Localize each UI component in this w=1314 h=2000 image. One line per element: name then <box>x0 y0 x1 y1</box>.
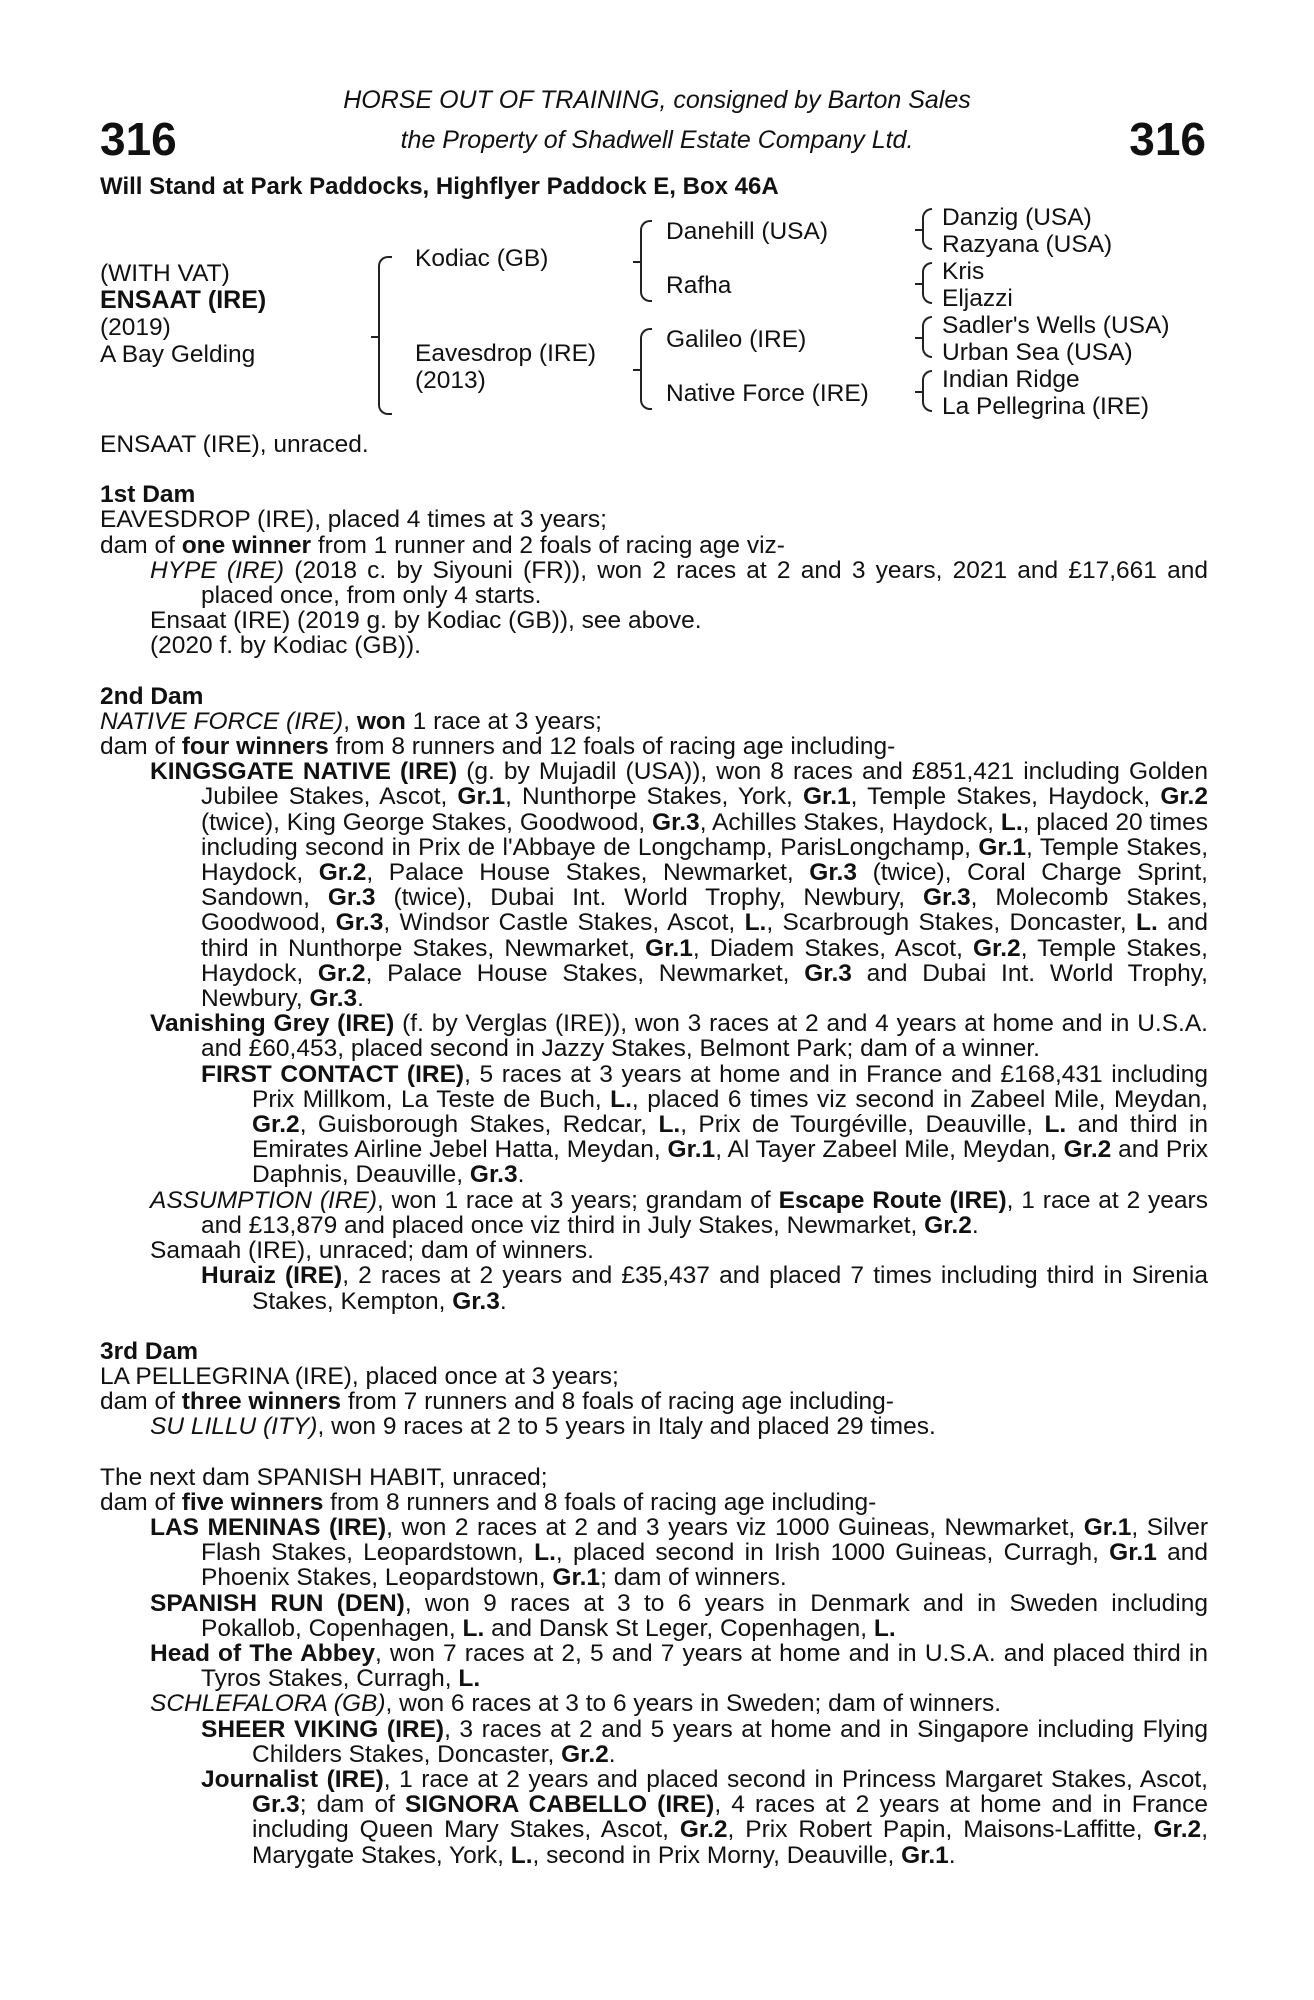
brace-g4 <box>922 370 932 412</box>
produce-2020-filly: (2020 f. by Kodiac (GB)). <box>150 632 421 660</box>
produce-first-contact: FIRST CONTACT (IRE), 5 races at 3 years at home and in France and £168,431 including Prix Millkom, La Teste de Buch, L., placed 6 times viz second in Zabeel Mile, Meydan, Gr.2, Guisborough Stakes, Redcar, L., Prix de Tourgéville, Deauville, L. and third in Emirates Airline Jebel Hatta, Meydan, Gr.1, Al Tayer Zabeel Mile, Meydan, Gr.2 and Prix Daphnis, Deauville, Gr.3. <box>201 1060 1209 1189</box>
horse-summary: ENSAAT (IRE), unraced. <box>100 431 369 458</box>
sire-sire: Danehill (USA) <box>666 218 829 245</box>
produce-samaah: Samaah (IRE), unraced; dam of winners. <box>150 1237 594 1265</box>
lot-number-right: 316 <box>1129 113 1206 165</box>
brace-dam <box>640 328 652 410</box>
pedigree-g7: Indian Ridge <box>942 366 1080 393</box>
pedigree-g6: Urban Sea (USA) <box>942 339 1133 366</box>
horse-name: ENSAAT (IRE) <box>100 286 267 314</box>
produce-huraiz: Huraiz (IRE), 2 races at 2 years and £35,437 and placed 7 times including third in Sirenia Stakes, Kempton, Gr.3. <box>201 1262 1208 1315</box>
dam: Eavesdrop (IRE) <box>415 340 597 367</box>
pedigree-g2: Razyana (USA) <box>942 231 1113 258</box>
produce-assumption: ASSUMPTION (IRE), won 1 race at 3 years; grandam of Escape Route (IRE), 1 race at 2 years and £13,879 and placed once viz third in July Stakes, Newmarket, Gr.2. <box>150 1186 1208 1239</box>
pedigree-g8: La Pellegrina (IRE) <box>942 393 1149 420</box>
sire: Kodiac (GB) <box>415 245 549 272</box>
produce-vanishing-grey: Vanishing Grey (IRE) (f. by Verglas (IRE)), won 3 races at 2 and 4 years at home and in U.S.A. and £60,453, placed second in Jazzy Stakes, Belmont Park; dam of a winner. <box>150 1010 1208 1063</box>
first-dam-produce: dam of one winner from 1 runner and 2 foals of racing age viz- <box>100 531 785 559</box>
dam-dam: Native Force (IRE) <box>666 380 869 407</box>
produce-spanish-run: SPANISH RUN (DEN), won 9 races at 3 to 6 years in Denmark and in Sweden including Pokallob, Copenhagen, L. and Dansk St Leger, Copenhagen, L. <box>150 1589 1208 1642</box>
produce-kingsgate-native: KINGSGATE NATIVE (IRE) (g. by Mujadil (USA)), won 8 races and £851,421 including Golden Jubilee Stakes, Ascot, Gr.1, Nunthorpe Stakes, York, Gr.1, Temple Stakes, Haydock, Gr.2 (twice), King George Stakes, Goodwood, Gr.3, Achilles Stakes, Haydock, L., placed 20 times including second in Prix de l'Abbaye de Longchamp, ParisLongchamp, Gr.1, Temple Stakes, Haydock, Gr.2, Palace House Stakes, Newmarket, Gr.3 (twice), Coral Charge Sprint, Sandown, Gr.3 (twice), Dubai Int. World Trophy, Newbury, Gr.3, Molecomb Stakes, Goodwood, Gr.3, Windsor Castle Stakes, Ascot, L., Scarbrough Stakes, Doncaster, L. and third in Nunthorpe Stakes, Newmarket, Gr.1, Diadem Stakes, Ascot, Gr.2, Temple Stakes, Haydock, Gr.2, Palace House Stakes, Newmarket, Gr.3 and Dubai Int. World Trophy, Newbury, Gr.3. <box>150 758 1209 1013</box>
produce-ensaat: Ensaat (IRE) (2019 g. by Kodiac (GB)), see above. <box>150 607 702 635</box>
pedigree-g3: Kris <box>942 258 985 285</box>
brace-sire <box>640 220 652 302</box>
produce-head-of-the-abbey: Head of The Abbey, won 7 races at 2, 5 and 7 years at home and in U.S.A. and placed third in Tyros Stakes, Curragh, L. <box>150 1639 1208 1693</box>
brace-main <box>378 256 392 415</box>
produce-journalist: Journalist (IRE), 1 race at 2 years and placed second in Princess Margaret Stakes, Ascot, Gr.3; dam of SIGNORA CABELLO (IRE), 4 races at 2 years at home and in France including Queen Mary Stakes, Ascot, Gr.2, Prix Robert Papin, Maisons-Laffitte, Gr.2, Marygate Stakes, York, L., second in Prix Morny, Deauville, Gr.1. <box>201 1765 1208 1869</box>
second-dam-line: NATIVE FORCE (IRE), won 1 race at 3 years; <box>100 707 602 735</box>
brace-g2 <box>922 262 932 304</box>
horse-description: A Bay Gelding <box>100 341 256 368</box>
horse-year: (2019) <box>100 314 171 341</box>
property-line: the Property of Shadwell Estate Company Ltd. <box>400 126 914 154</box>
next-dam-produce: dam of five winners from 8 runners and 8 foals of racing age including- <box>100 1488 877 1516</box>
catalogue-body <box>100 432 1208 1868</box>
third-dam-heading: 3rd Dam <box>100 1337 199 1365</box>
produce-sheer-viking: SHEER VIKING (IRE), 3 races at 2 and 5 years at home and in Singapore including Flying Childers Stakes, Doncaster, Gr.2. <box>201 1715 1208 1768</box>
stand-location: Will Stand at Park Paddocks, Highflyer Paddock E, Box 46A <box>100 173 779 200</box>
consignment-line: HORSE OUT OF TRAINING, consigned by Barton Sales <box>343 86 971 114</box>
pedigree-g1: Danzig (USA) <box>942 204 1092 231</box>
next-dam-line: The next dam SPANISH HABIT, unraced; <box>100 1463 548 1491</box>
brace-g1 <box>922 208 932 250</box>
first-dam-heading: 1st Dam <box>100 481 196 509</box>
dam-year: (2013) <box>415 367 486 394</box>
produce-su-lillu: SU LILLU (ITY), won 9 races at 2 to 5 years in Italy and placed 29 times. <box>150 1413 936 1441</box>
produce-schlefalora: SCHLEFALORA (GB), won 6 races at 3 to 6 years in Sweden; dam of winners. <box>150 1690 1002 1718</box>
second-dam-produce: dam of four winners from 8 runners and 12 foals of racing age including- <box>100 733 896 761</box>
second-dam-heading: 2nd Dam <box>100 682 204 710</box>
brace-g3 <box>922 316 932 358</box>
produce-hype: HYPE (IRE) (2018 c. by Siyouni (FR)), won 2 races at 2 and 3 years, 2021 and £17,661 and placed once, from only 4 starts. <box>150 556 1209 610</box>
produce-las-meninas: LAS MENINAS (IRE), won 2 races at 2 and 3 years viz 1000 Guineas, Newmarket, Gr.1, Silver Flash Stakes, Leopardstown, L., placed second in Irish 1000 Guineas, Curragh, Gr.1 and Phoenix Stakes, Leopardstown, Gr.1; dam of winners. <box>150 1513 1208 1592</box>
pedigree-g4: Eljazzi <box>942 285 1013 312</box>
vat-status: (WITH VAT) <box>100 260 230 287</box>
dam-sire: Galileo (IRE) <box>666 326 807 353</box>
sire-dam: Rafha <box>666 272 732 299</box>
third-dam-produce: dam of three winners from 7 runners and 8 foals of racing age including- <box>100 1388 894 1416</box>
pedigree-g5: Sadler's Wells (USA) <box>942 312 1170 339</box>
first-dam-line: EAVESDROP (IRE), placed 4 times at 3 years; <box>100 506 607 534</box>
lot-number-left: 316 <box>100 113 177 165</box>
third-dam-line: LA PELLEGRINA (IRE), placed once at 3 years; <box>100 1362 619 1390</box>
